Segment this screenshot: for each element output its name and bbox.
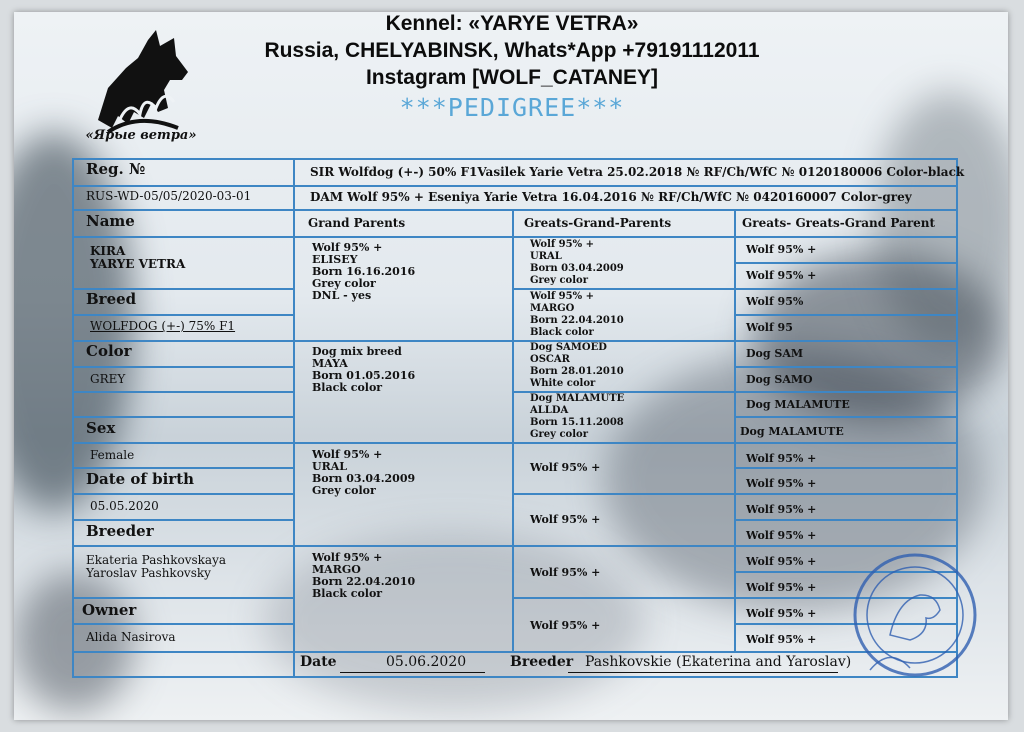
- breed-value: WOLFDOG (+-) 75% F1: [90, 319, 236, 333]
- sex-value: Female: [90, 448, 135, 462]
- date-value: 05.06.2020: [386, 654, 467, 670]
- great-great-9: Wolf 95% +: [746, 452, 817, 465]
- grand-parent-1: Wolf 95% + ELISEY Born 16.16.2016 Grey color DNL - yes: [312, 241, 416, 302]
- reg-number: RUS-WD-05/05/2020-03-01: [86, 189, 252, 203]
- dob-value: 05.05.2020: [90, 499, 159, 513]
- color-label: Color: [86, 342, 132, 360]
- great-great-16: Wolf 95% +: [746, 633, 817, 646]
- great-great-8: Dog MALAMUTE: [740, 425, 844, 438]
- color-value: GREY: [90, 372, 126, 386]
- kennel-instagram: Instagram [WOLF_CATANEY]: [365, 66, 659, 89]
- owner-label: Owner: [82, 601, 137, 619]
- greats-greats-header: Greats- Greats-Grand Parent: [742, 216, 936, 230]
- dam-info: DAM Wolf 95% + Eseniya Yarie Vetra 16.04.2016 № RF/Ch/WfC № 0420160007 Color-grey: [310, 190, 912, 204]
- dog-name: KIRA YARYE VETRA: [90, 244, 186, 271]
- great-grand-parent-2: Wolf 95% + MARGO Born 22.04.2010 Black color: [530, 291, 624, 338]
- great-great-12: Wolf 95% +: [746, 529, 817, 542]
- sex-label: Sex: [86, 419, 116, 437]
- date-label: Date: [300, 654, 337, 670]
- great-great-7: Dog MALAMUTE: [746, 398, 850, 411]
- great-grand-parent-3: Dog SAMOED OSCAR Born 28.01.2010 White color: [530, 342, 624, 389]
- grand-parents-header: Grand Parents: [308, 216, 406, 230]
- logo-text: «Ярые ветра»: [85, 128, 197, 143]
- reg-label: Reg. №: [86, 160, 146, 178]
- kennel-location: Russia, CHELYABINSK, Whats*App +79191112011: [264, 39, 760, 62]
- footer-breeder-label: Breeder: [510, 654, 574, 670]
- grand-parent-2: Dog mix breed MAYA Born 01.05.2016 Black color: [312, 345, 416, 394]
- great-grand-parent-7: Wolf 95% +: [530, 566, 601, 579]
- great-great-11: Wolf 95% +: [746, 503, 817, 516]
- great-great-2: Wolf 95% +: [746, 269, 817, 282]
- great-grand-parent-6: Wolf 95% +: [530, 513, 601, 526]
- kennel-name: Kennel: «YARYE VETRA»: [385, 12, 639, 35]
- breed-label: Breed: [86, 290, 137, 308]
- sire-info: SIR Wolfdog (+-) 50% F1Vasilek Yarie Vetra 25.02.2018 № RF/Ch/WfC № 0120180006 Color-black: [310, 165, 965, 179]
- breeder-value: Ekateria Pashkovskaya Yaroslav Pashkovsky: [86, 553, 227, 580]
- name-label: Name: [86, 212, 135, 230]
- great-grand-parent-8: Wolf 95% +: [530, 619, 601, 632]
- breeder-label: Breeder: [86, 522, 154, 540]
- grand-parent-4: Wolf 95% + MARGO Born 22.04.2010 Black color: [312, 551, 416, 600]
- great-great-10: Wolf 95% +: [746, 477, 817, 490]
- great-great-6: Dog SAMO: [746, 373, 813, 386]
- great-grand-parent-5: Wolf 95% +: [530, 461, 601, 474]
- owner-value: Alida Nasirova: [86, 630, 176, 644]
- great-grand-parent-4: Dog MALAMUTE ALLDA Born 15.11.2008 Grey color: [530, 393, 625, 440]
- great-great-4: Wolf 95: [746, 321, 793, 334]
- great-great-3: Wolf 95%: [746, 295, 804, 308]
- dob-label: Date of birth: [86, 470, 195, 488]
- great-great-13: Wolf 95% +: [746, 555, 817, 568]
- great-great-14: Wolf 95% +: [746, 581, 817, 594]
- great-great-1: Wolf 95% +: [746, 243, 817, 256]
- great-grand-parent-1: Wolf 95% + URAL Born 03.04.2009 Grey color: [530, 239, 624, 286]
- document-title: ***PEDIGREE***: [399, 93, 625, 122]
- document-header: [0, 10, 1024, 122]
- greats-header: Greats-Grand-Parents: [524, 216, 672, 230]
- footer-breeder-value: Pashkovskie (Ekaterina and Yaroslav): [585, 654, 852, 670]
- kennel-seal-stamp: [850, 550, 980, 680]
- great-great-15: Wolf 95% +: [746, 607, 817, 620]
- great-great-5: Dog SAM: [746, 347, 804, 360]
- grand-parent-3: Wolf 95% + URAL Born 03.04.2009 Grey color: [312, 448, 416, 497]
